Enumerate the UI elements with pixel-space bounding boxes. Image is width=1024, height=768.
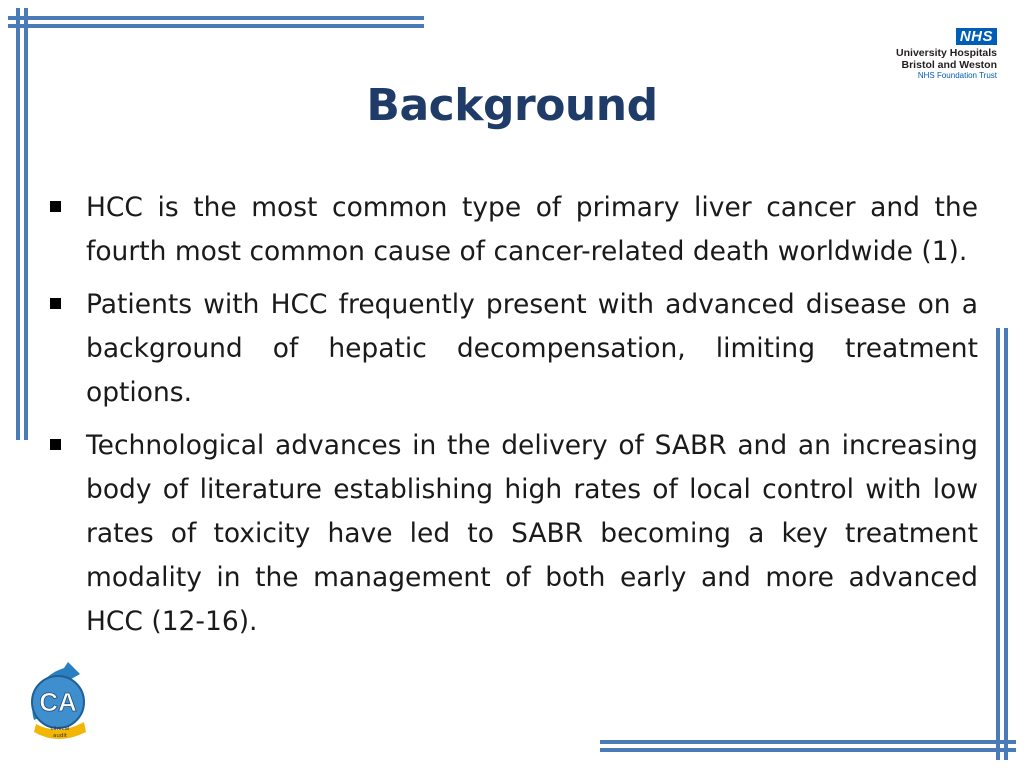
frame-bottom-line-2 <box>600 748 1016 752</box>
frame-top-line-2 <box>8 24 424 28</box>
nhs-foundation-trust: NHS Foundation Trust <box>917 71 997 80</box>
nhs-badge: NHS <box>956 28 997 45</box>
frame-right-line-2 <box>1004 328 1008 760</box>
square-bullet-icon <box>50 201 61 212</box>
clinical-audit-logo-icon <box>24 662 96 742</box>
ca-logo-letters: CA <box>39 687 77 717</box>
nhs-trust-logo <box>896 26 997 81</box>
nhs-trust-name-line-2: Bristol and Weston <box>901 59 997 71</box>
frame-right-line-1 <box>996 328 1000 760</box>
frame-left-line-2 <box>24 8 28 440</box>
square-bullet-icon <box>50 298 61 309</box>
frame-bottom-line-1 <box>600 740 1016 744</box>
bullet-text: HCC is the most common type of primary liver cancer and the fourth most common cause of cancer-related death worldwide (1). <box>86 192 978 267</box>
bullet-item <box>44 186 978 274</box>
frame-top-line-1 <box>8 16 424 20</box>
nhs-trust-name-line-1: University Hospitals <box>896 47 997 59</box>
bullet-item <box>44 283 978 415</box>
frame-left-line-1 <box>16 8 20 440</box>
bullet-item <box>44 424 978 644</box>
ca-logo-sub-1: clinical <box>50 726 70 732</box>
bullet-text: Patients with HCC frequently present with advanced disease on a background of hepatic decompensation, limiting treatment options. <box>86 289 978 408</box>
ca-logo-sub-2: audit <box>52 733 68 739</box>
bullet-text: Technological advances in the delivery of SABR and an increasing body of literature establishing high rates of local control with low rates of toxicity have led to SABR becoming a key treatment modality in the management of both early and more advanced HCC (12-16). <box>86 430 978 637</box>
bullet-list <box>44 186 978 653</box>
slide-title: Background <box>366 80 658 131</box>
square-bullet-icon <box>50 439 61 450</box>
